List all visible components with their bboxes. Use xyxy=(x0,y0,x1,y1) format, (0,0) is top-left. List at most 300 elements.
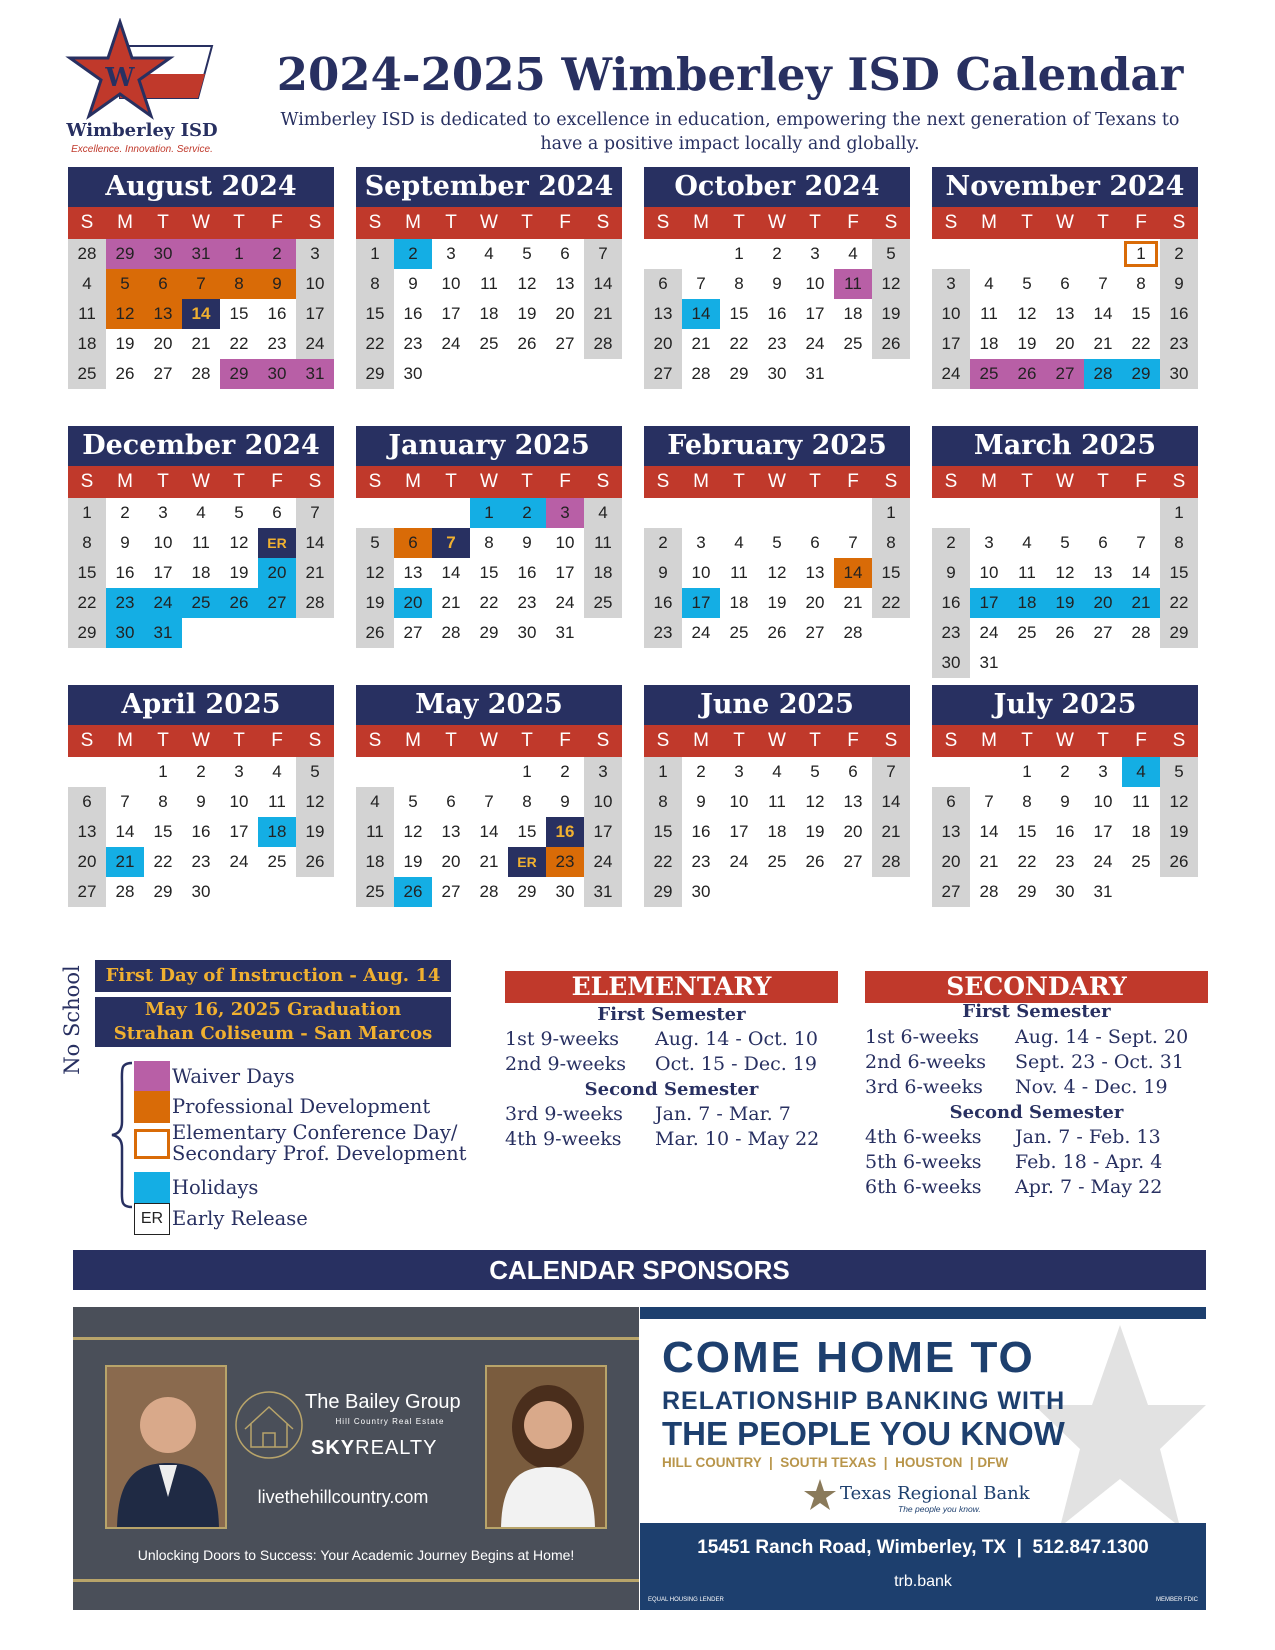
calendar-day: 16 xyxy=(267,304,287,323)
calendar-day: 19 xyxy=(767,593,787,612)
weekday-label: T xyxy=(445,730,457,751)
calendar-day: 22 xyxy=(729,334,749,353)
weekday-label: M xyxy=(693,212,709,233)
calendar-empty-cell xyxy=(1008,648,1046,678)
calendar-empty-cell xyxy=(644,239,682,269)
bailey-group-sub: Hill Country Real Estate xyxy=(335,1417,445,1426)
calendar-day: 7 xyxy=(120,792,130,811)
calendar-day: 17 xyxy=(970,588,1008,618)
calendar-day: 14 xyxy=(682,299,720,329)
weekday-label: S xyxy=(368,212,382,233)
calendar-day: 22 xyxy=(872,588,910,618)
calendar-day: 4 xyxy=(272,762,282,781)
weekday-label: W xyxy=(1056,471,1074,492)
calendar-day: 12 xyxy=(403,822,423,841)
calendar-day: 26 xyxy=(220,588,258,618)
calendar-day: 18 xyxy=(479,304,499,323)
secondary-heading: SECONDARY xyxy=(865,971,1208,1003)
calendar-day: 15 xyxy=(517,822,537,841)
calendar-day: 24 xyxy=(555,593,575,612)
calendar-day: 26 xyxy=(805,852,825,871)
calendar-day: 30 xyxy=(932,648,970,678)
calendar-day: 17 xyxy=(729,822,749,841)
calendar-empty-cell xyxy=(296,618,334,648)
house-logo-icon xyxy=(233,1389,305,1461)
calendar-day: 8 xyxy=(220,269,258,299)
weekday-label: W xyxy=(480,471,498,492)
weekday-label: S xyxy=(944,212,958,233)
weekday-header xyxy=(644,207,910,239)
calendar-day: 9 xyxy=(644,558,682,588)
weekday-label: T xyxy=(521,730,533,751)
legend-conference-label: Elementary Conference Day/ xyxy=(172,1121,458,1144)
bank-star-icon xyxy=(802,1477,838,1513)
elementary-period-1: 1st 9-weeks xyxy=(505,1028,620,1050)
weekday-label: W xyxy=(480,730,498,751)
calendar-week xyxy=(68,757,334,787)
calendar-week xyxy=(932,528,1198,558)
weekday-label: T xyxy=(157,730,169,751)
calendar-day: 19 xyxy=(229,563,249,582)
calendar-empty-cell xyxy=(970,498,1008,528)
calendar-week xyxy=(644,528,910,558)
secondary-period-4: 4th 6-weeks xyxy=(865,1126,982,1148)
calendar-day: 21 xyxy=(191,334,211,353)
calendar-day: 23 xyxy=(106,588,144,618)
weekday-label: M xyxy=(117,212,133,233)
calendar-day: 8 xyxy=(68,528,106,558)
calendar-day: 21 xyxy=(106,847,144,877)
calendar-day: 7 xyxy=(1098,274,1108,293)
weekday-label: T xyxy=(445,471,457,492)
calendar-day: 27 xyxy=(258,588,296,618)
elementary-period-2-dates: Oct. 15 - Dec. 19 xyxy=(655,1053,817,1075)
calendar-day: 20 xyxy=(258,558,296,588)
weekday-label: M xyxy=(981,212,997,233)
weekday-label: F xyxy=(559,730,571,751)
month-december-2024 xyxy=(68,426,334,648)
calendar-day: 28 xyxy=(872,847,910,877)
calendar-day: 5 xyxy=(522,244,532,263)
calendar-week xyxy=(356,239,622,269)
calendar-empty-cell xyxy=(432,359,470,389)
weekday-label: S xyxy=(80,212,94,233)
calendar-week xyxy=(644,618,910,648)
logo-name: Wimberley ISD xyxy=(66,120,218,141)
ad-bottom-rule xyxy=(73,1579,639,1582)
calendar-day: 30 xyxy=(144,239,182,269)
weekday-label: F xyxy=(271,471,283,492)
calendar-day: 16 xyxy=(403,304,423,323)
bank-slogan: The people you know. xyxy=(898,1504,981,1514)
calendar-day: 11 xyxy=(584,528,622,558)
calendar-week xyxy=(644,787,910,817)
calendar-week xyxy=(68,528,334,558)
calendar-day: 1 xyxy=(68,498,106,528)
calendar-day: 29 xyxy=(356,359,394,389)
weekday-label: T xyxy=(733,730,745,751)
calendar-week xyxy=(932,359,1198,389)
calendar-empty-cell xyxy=(970,239,1008,269)
calendar-week xyxy=(356,618,622,648)
calendar-day: 9 xyxy=(1160,269,1198,299)
calendar-day: 6 xyxy=(848,762,858,781)
calendar-day: 14 xyxy=(479,822,499,841)
calendar-day: 11 xyxy=(268,792,286,811)
calendar-week xyxy=(644,299,910,329)
calendar-day: 31 xyxy=(805,364,825,383)
graduation-line-1: May 16, 2025 Graduation xyxy=(144,999,402,1020)
calendar-day: 28 xyxy=(691,364,711,383)
calendar-day: 26 xyxy=(767,623,787,642)
calendar-day: 18 xyxy=(68,329,106,359)
calendar-week xyxy=(356,558,622,588)
bank-address: 15451 Ranch Road, Wimberley, TX | 512.847.1300 xyxy=(697,1537,1149,1558)
calendar-day: 10 xyxy=(729,792,749,811)
calendar-day: 12 xyxy=(229,533,249,552)
weekday-label: T xyxy=(521,212,533,233)
calendar-day: 16 xyxy=(1160,299,1198,329)
weekday-label: M xyxy=(981,471,997,492)
calendar-day: 26 xyxy=(356,618,394,648)
legend-early-release xyxy=(134,1203,308,1237)
calendar-day: 17 xyxy=(555,563,575,582)
calendar-week xyxy=(932,847,1198,877)
calendar-empty-cell xyxy=(644,498,682,528)
calendar-day: 25 xyxy=(1017,623,1037,642)
month-title: December 2024 xyxy=(68,426,334,466)
calendar-empty-cell xyxy=(758,877,796,907)
bank-headline-1: COME HOME TO xyxy=(662,1333,1035,1382)
weekday-label: T xyxy=(233,730,245,751)
calendar-day: 16 xyxy=(932,588,970,618)
calendar-day: 10 xyxy=(805,274,825,293)
calendar-empty-cell xyxy=(394,498,432,528)
weekday-label: M xyxy=(693,471,709,492)
month-title: January 2025 xyxy=(356,426,622,466)
calendar-day: 10 xyxy=(584,787,622,817)
calendar-day: 7 xyxy=(182,269,220,299)
weekday-header xyxy=(644,725,910,757)
weekday-label: T xyxy=(733,212,745,233)
calendar-day: 16 xyxy=(1055,822,1075,841)
calendar-empty-cell xyxy=(1008,498,1046,528)
weekday-label: S xyxy=(596,730,610,751)
early-release-swatch: ER xyxy=(134,1203,170,1235)
calendar-day: 31 xyxy=(296,359,334,389)
calendar-day: 25 xyxy=(970,359,1008,389)
calendar-day: 28 xyxy=(296,588,334,618)
month-title: June 2025 xyxy=(644,685,910,725)
weekday-label: T xyxy=(233,471,245,492)
weekday-header xyxy=(356,466,622,498)
calendar-day: 30 xyxy=(517,623,537,642)
calendar-empty-cell xyxy=(1084,648,1122,678)
calendar-week xyxy=(932,329,1198,359)
calendar-day: 20 xyxy=(805,593,825,612)
calendar-day: 8 xyxy=(1160,528,1198,558)
weekday-label: T xyxy=(157,471,169,492)
calendar-day: 15 xyxy=(153,822,173,841)
calendar-day: 28 xyxy=(584,329,622,359)
calendar-day: 19 xyxy=(115,334,135,353)
calendar-empty-cell xyxy=(508,359,546,389)
calendar-empty-cell xyxy=(1008,239,1046,269)
calendar-day: 29 xyxy=(220,359,258,389)
calendar-day: 12 xyxy=(296,787,334,817)
calendar-day: 7 xyxy=(696,274,706,293)
calendar-empty-cell xyxy=(720,498,758,528)
calendar-day: 14 xyxy=(1131,563,1151,582)
calendar-day: 13 xyxy=(441,822,461,841)
weekday-label: T xyxy=(1097,471,1109,492)
calendar-empty-cell xyxy=(258,877,296,907)
secondary-sem1-heading: First Semester xyxy=(962,1001,1111,1022)
calendar-day: 30 xyxy=(767,364,787,383)
calendar-day: 25 xyxy=(729,623,749,642)
weekday-header xyxy=(356,207,622,239)
calendar-day: 17 xyxy=(682,588,720,618)
calendar-day: 28 xyxy=(68,239,106,269)
calendar-day: 6 xyxy=(1098,533,1108,552)
calendar-day: 11 xyxy=(834,269,872,299)
calendar-week xyxy=(68,269,334,299)
weekday-label: S xyxy=(944,471,958,492)
weekday-label: W xyxy=(192,471,210,492)
calendar-day: 30 xyxy=(1055,882,1075,901)
calendar-week xyxy=(356,757,622,787)
month-february-2025 xyxy=(644,426,910,648)
calendar-day: 14 xyxy=(979,822,999,841)
logo-tagline: Excellence. Innovation. Service. xyxy=(71,144,213,155)
calendar-day: 28 xyxy=(441,623,461,642)
calendar-empty-cell xyxy=(872,618,910,648)
calendar-day: 2 xyxy=(508,498,546,528)
calendar-week xyxy=(644,498,910,528)
calendar-day: 28 xyxy=(1131,623,1151,642)
calendar-day: 9 xyxy=(1060,792,1070,811)
bank-name: Texas Regional Bank xyxy=(840,1483,1030,1504)
calendar-week xyxy=(68,299,334,329)
calendar-week xyxy=(644,817,910,847)
calendar-day: 22 xyxy=(479,593,499,612)
calendar-day: 4 xyxy=(734,533,744,552)
calendar-day: 3 xyxy=(446,244,456,263)
calendar-week xyxy=(68,588,334,618)
calendar-day: 29 xyxy=(644,877,682,907)
calendar-day: 28 xyxy=(191,364,211,383)
calendar-week xyxy=(644,757,910,787)
calendar-day: 12 xyxy=(106,299,144,329)
calendar-week xyxy=(932,817,1198,847)
weekday-label: S xyxy=(884,212,898,233)
bank-footer xyxy=(640,1523,1206,1610)
calendar-day: 14 xyxy=(1093,304,1113,323)
bailey-url-link[interactable]: livethehillcountry.com xyxy=(257,1487,429,1507)
calendar-empty-cell xyxy=(1046,648,1084,678)
calendar-day: 8 xyxy=(872,528,910,558)
calendar-day: 12 xyxy=(356,558,394,588)
calendar-day: 11 xyxy=(730,563,748,582)
calendar-day: 24 xyxy=(584,847,622,877)
page-title: 2024-2025 Wimberley ISD Calendar xyxy=(276,48,1184,101)
calendar-empty-cell xyxy=(296,877,334,907)
calendar-day: 23 xyxy=(403,334,423,353)
calendar-day: 19 xyxy=(1160,817,1198,847)
calendar-day: 18 xyxy=(979,334,999,353)
calendar-week xyxy=(68,239,334,269)
calendar-day: 2 xyxy=(560,762,570,781)
calendar-week xyxy=(644,239,910,269)
calendar-empty-cell xyxy=(834,877,872,907)
calendar-day: 15 xyxy=(229,304,249,323)
calendar-week xyxy=(932,299,1198,329)
calendar-day: 15 xyxy=(479,563,499,582)
legend-conference-text xyxy=(170,1122,466,1164)
calendar-day: 25 xyxy=(68,359,106,389)
pd-swatch xyxy=(134,1091,170,1123)
weekday-label: S xyxy=(656,212,670,233)
texas-regional-bank-ad[interactable] xyxy=(640,1307,1206,1610)
calendar-day: 7 xyxy=(584,239,622,269)
calendar-empty-cell xyxy=(432,498,470,528)
calendar-empty-cell xyxy=(356,757,394,787)
calendar-day: 26 xyxy=(1160,847,1198,877)
calendar-day: 24 xyxy=(229,852,249,871)
weekday-header xyxy=(644,466,910,498)
calendar-day: 29 xyxy=(1122,359,1160,389)
bank-url-link[interactable]: trb.bank xyxy=(894,1573,952,1590)
calendar-day: 8 xyxy=(1022,792,1032,811)
calendar-day: 27 xyxy=(68,877,106,907)
calendar-empty-cell xyxy=(758,498,796,528)
weekday-label: S xyxy=(1172,212,1186,233)
calendar-week xyxy=(68,558,334,588)
weekday-label: W xyxy=(768,212,786,233)
weekday-label: S xyxy=(656,730,670,751)
calendar-day: 12 xyxy=(805,792,825,811)
elementary-period-2: 2nd 9-weeks xyxy=(505,1053,627,1075)
weekday-label: W xyxy=(768,471,786,492)
calendar-day: 11 xyxy=(980,304,998,323)
calendar-week xyxy=(932,498,1198,528)
weekday-label: S xyxy=(308,730,322,751)
calendar-day: 22 xyxy=(68,588,106,618)
calendar-day: 24 xyxy=(932,359,970,389)
calendar-day: 23 xyxy=(932,618,970,648)
calendar-day: 1 xyxy=(1160,498,1198,528)
legend-waiver xyxy=(134,1061,295,1095)
bailey-group-ad[interactable] xyxy=(73,1307,639,1610)
calendar-week xyxy=(932,588,1198,618)
weekday-label: F xyxy=(1135,471,1147,492)
calendar-day: 20 xyxy=(1084,588,1122,618)
calendar-day: 5 xyxy=(234,503,244,522)
calendar-day: 12 xyxy=(1055,563,1075,582)
weekday-label: F xyxy=(847,212,859,233)
calendar-day: 6 xyxy=(394,528,432,558)
calendar-day: 1 xyxy=(158,762,168,781)
calendar-day: 27 xyxy=(843,852,863,871)
calendar-day: 20 xyxy=(68,847,106,877)
calendar-day: 28 xyxy=(979,882,999,901)
month-may-2025 xyxy=(356,685,622,907)
calendar-day: 26 xyxy=(872,329,910,359)
legend-pd xyxy=(134,1091,430,1125)
calendar-day: 20 xyxy=(644,329,682,359)
elementary-period-1-dates: Aug. 14 - Oct. 10 xyxy=(655,1028,818,1050)
calendar-day: 21 xyxy=(872,817,910,847)
calendar-day: 5 xyxy=(810,762,820,781)
calendar-day: 5 xyxy=(772,533,782,552)
calendar-day: 10 xyxy=(691,563,711,582)
calendar-day: 15 xyxy=(1131,304,1151,323)
weekday-label: M xyxy=(117,471,133,492)
agent-photo-male xyxy=(105,1365,227,1529)
calendar-day: 9 xyxy=(120,533,130,552)
calendar-empty-cell xyxy=(796,877,834,907)
calendar-day: 30 xyxy=(258,359,296,389)
calendar-day: 30 xyxy=(555,882,575,901)
weekday-header xyxy=(68,207,334,239)
calendar-day: 2 xyxy=(120,503,130,522)
calendar-week xyxy=(932,757,1198,787)
month-january-2025 xyxy=(356,426,622,648)
calendar-day: 23 xyxy=(517,593,537,612)
calendar-week xyxy=(68,787,334,817)
calendar-day: 25 xyxy=(479,334,499,353)
calendar-day: 2 xyxy=(696,762,706,781)
calendar-day: 18 xyxy=(767,822,787,841)
calendar-day: 4 xyxy=(1022,533,1032,552)
calendar-day: 3 xyxy=(234,762,244,781)
calendar-day: 18 xyxy=(843,304,863,323)
secondary-period-6: 6th 6-weeks xyxy=(865,1176,982,1198)
calendar-day: 13 xyxy=(403,563,423,582)
calendar-day: 3 xyxy=(546,498,584,528)
no-school-label: No School xyxy=(60,965,84,1075)
sponsors-heading: CALENDAR SPONSORS xyxy=(73,1250,1206,1290)
calendar-week xyxy=(68,877,334,907)
calendar-empty-cell xyxy=(932,239,970,269)
calendar-day: 22 xyxy=(1160,588,1198,618)
calendar-day: 11 xyxy=(768,792,786,811)
calendar-day: 13 xyxy=(1055,304,1075,323)
weekday-label: S xyxy=(884,730,898,751)
calendar-day: 5 xyxy=(296,757,334,787)
calendar-day: 10 xyxy=(229,792,249,811)
calendar-empty-cell xyxy=(834,359,872,389)
calendar-day: 27 xyxy=(153,364,173,383)
calendar-day: 29 xyxy=(729,364,749,383)
calendar-week xyxy=(356,817,622,847)
calendar-week xyxy=(68,817,334,847)
calendar-day: 10 xyxy=(979,563,999,582)
calendar-day: 31 xyxy=(1093,882,1113,901)
calendar-day: 22 xyxy=(229,334,249,353)
calendar-day: 13 xyxy=(555,274,575,293)
calendar-empty-cell xyxy=(682,498,720,528)
calendar-day: 12 xyxy=(517,274,537,293)
calendar-day: 2 xyxy=(932,528,970,558)
calendar-week xyxy=(356,359,622,389)
calendar-week xyxy=(644,269,910,299)
calendar-empty-cell xyxy=(1122,877,1160,907)
calendar-day: 6 xyxy=(446,792,456,811)
calendar-day: 24 xyxy=(296,329,334,359)
calendar-day: 21 xyxy=(479,852,499,871)
weekday-label: S xyxy=(368,730,382,751)
